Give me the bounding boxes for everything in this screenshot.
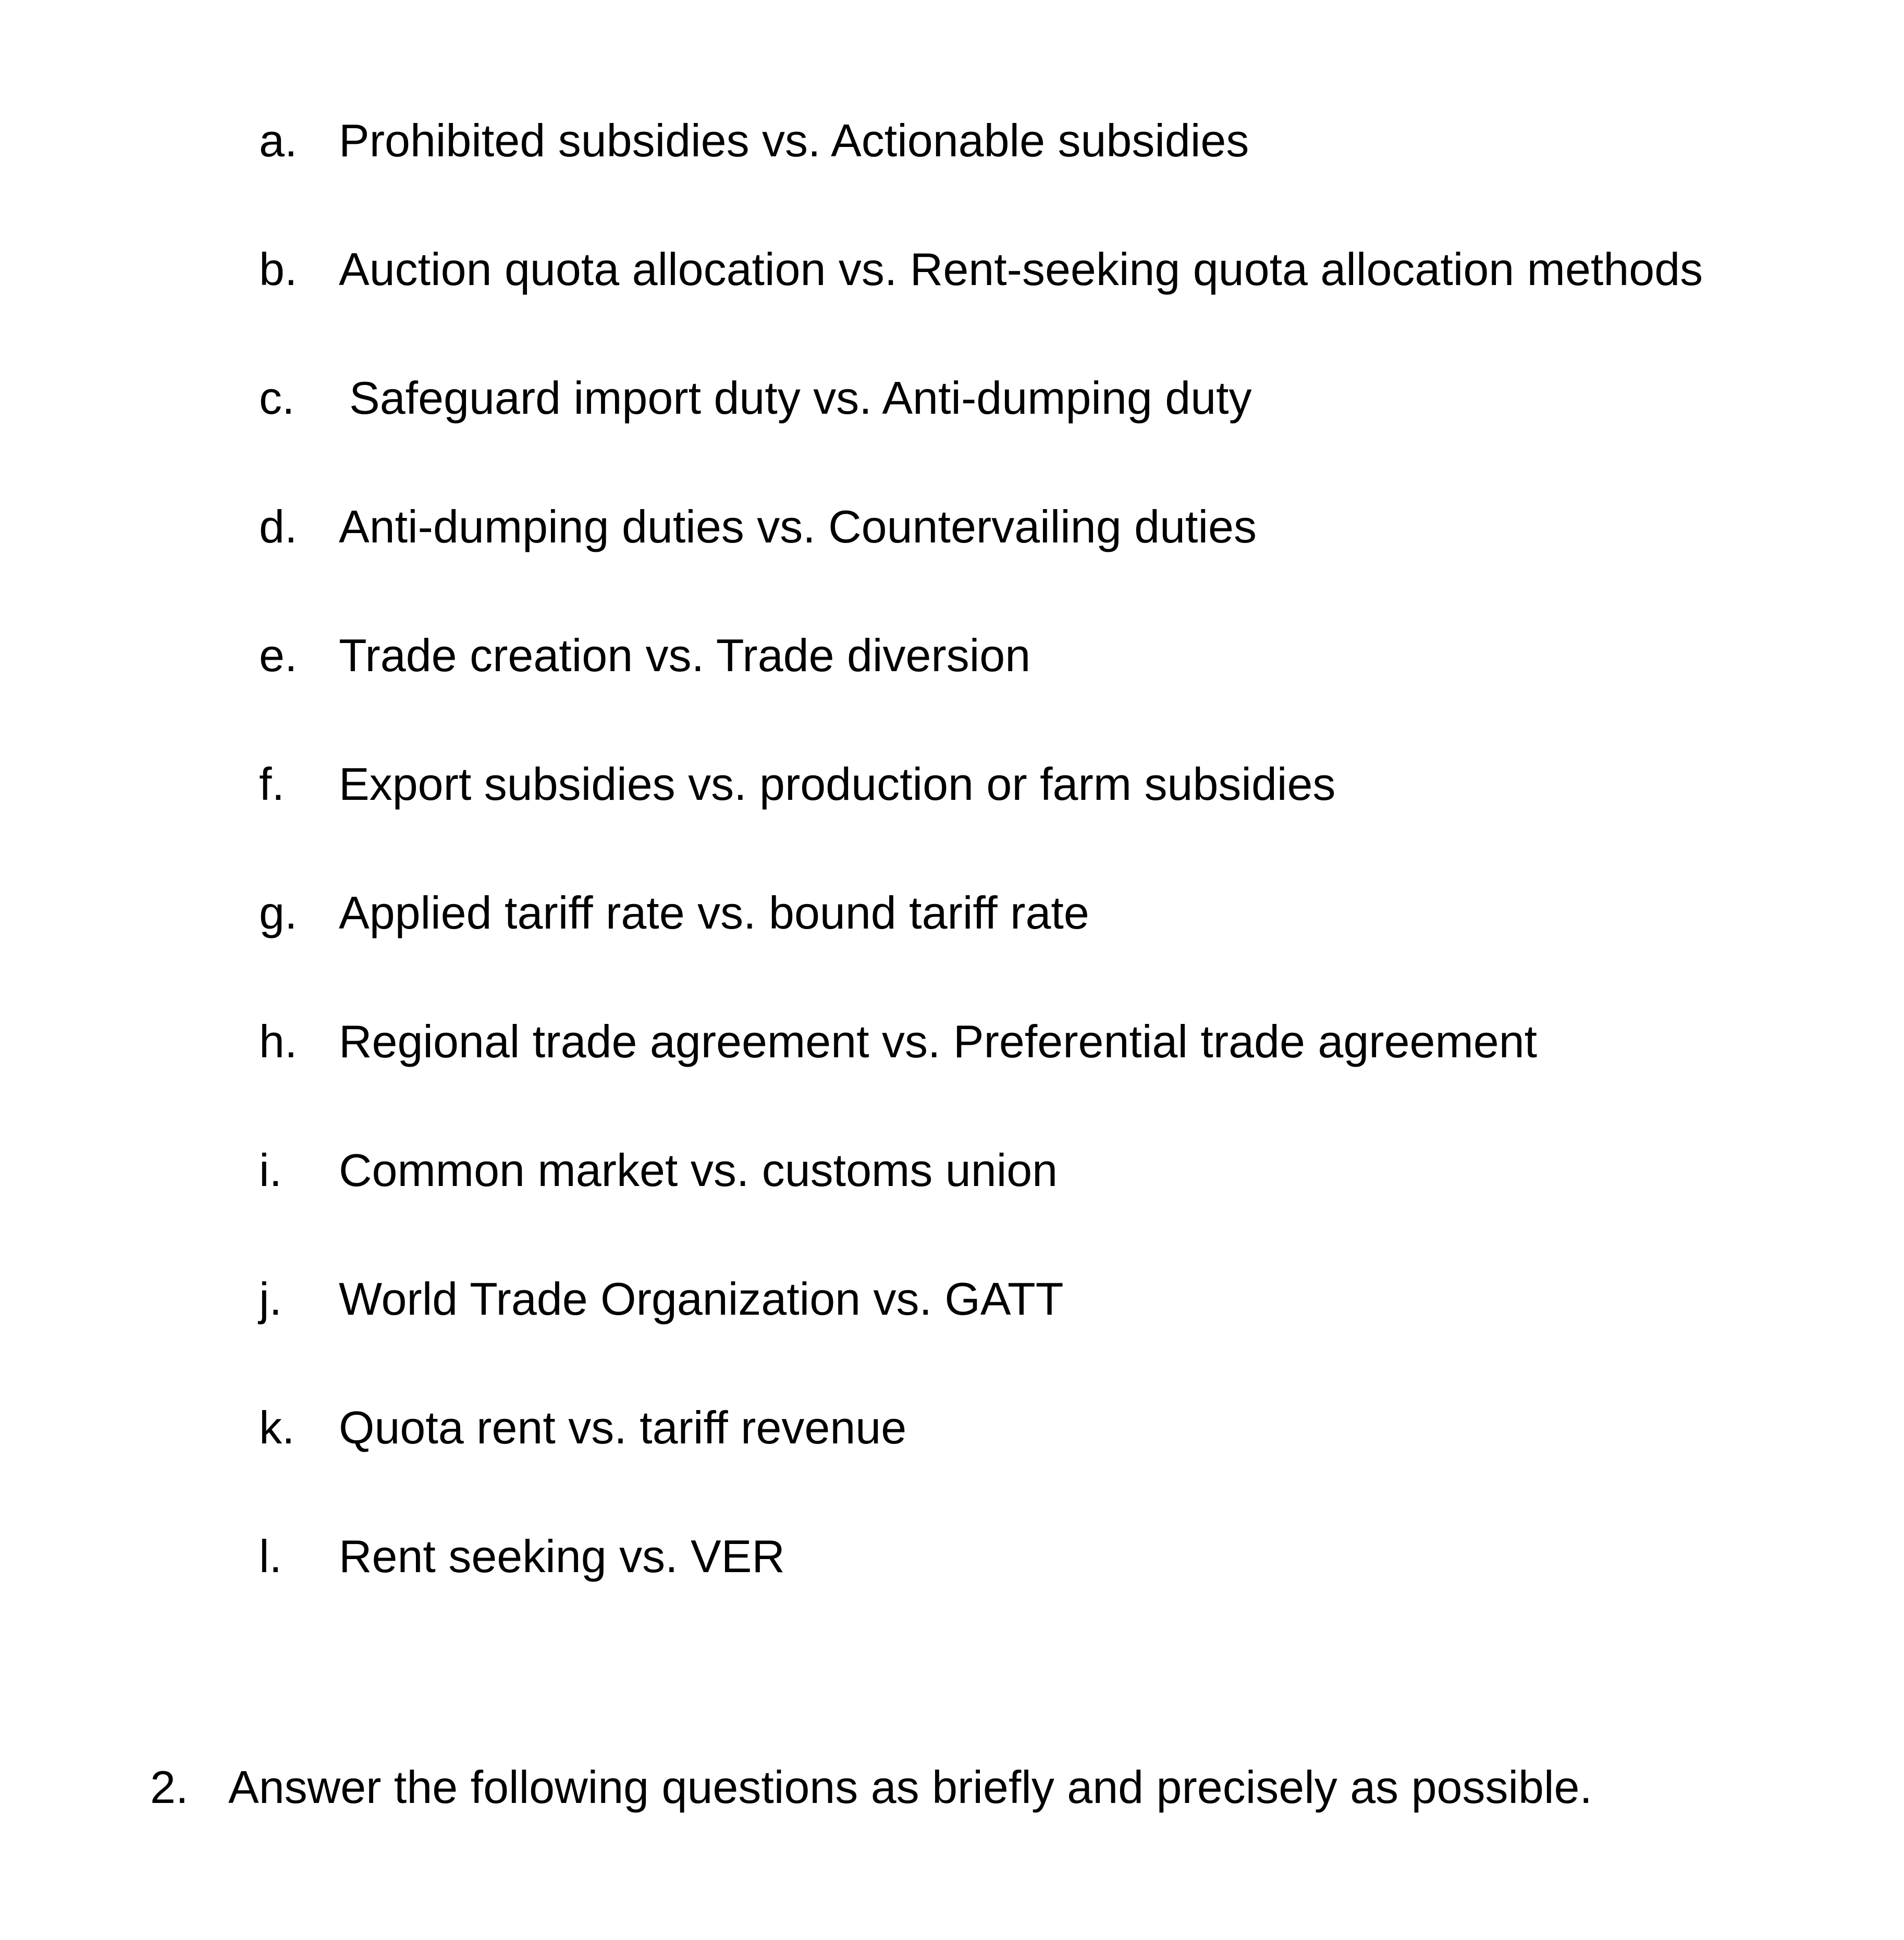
list-marker: h. (259, 1016, 298, 1067)
list-marker: a. (259, 115, 298, 166)
list-item-text: Prohibited subsidies vs. Actionable subsidies (339, 115, 1249, 166)
list-item-text: Export subsidies vs. production or farm subsidies (339, 758, 1336, 810)
list-marker: d. (259, 501, 298, 552)
list-item-text: Rent seeking vs. VER (339, 1530, 785, 1582)
list-item-text: Regional trade agreement vs. Preferential trade agreement (339, 1016, 1538, 1067)
question-number: 2. (150, 1761, 189, 1813)
list-item-text: Quota rent vs. tariff revenue (339, 1402, 907, 1453)
list-item (259, 1389, 1875, 1517)
list-item (259, 102, 1875, 230)
list-item-text: Common market vs. customs union (339, 1144, 1058, 1196)
list-marker: b. (259, 243, 298, 295)
list-item-text: Applied tariff rate vs. bound tariff rate (339, 887, 1089, 938)
list-item (259, 1131, 1875, 1260)
list-item (259, 230, 1875, 359)
list-item (259, 1260, 1875, 1389)
list-marker: k. (259, 1402, 295, 1453)
list-item (259, 745, 1875, 874)
list-item (259, 874, 1875, 1003)
comparison-list (259, 102, 1875, 1646)
list-marker: i. (259, 1144, 282, 1196)
list-marker: l. (259, 1530, 282, 1582)
list-item-text: Trade creation vs. Trade diversion (339, 629, 1031, 681)
list-item (259, 616, 1875, 745)
list-item (259, 488, 1875, 616)
list-marker: j. (259, 1273, 282, 1325)
list-item (259, 1517, 1875, 1646)
question-text: Answer the following questions as briefly and precisely as possible. (228, 1761, 1592, 1813)
list-item-text: Anti-dumping duties vs. Countervailing duties (339, 501, 1257, 552)
list-item-text: Safeguard import duty vs. Anti-dumping duty (349, 372, 1252, 424)
list-marker: g. (259, 887, 298, 938)
list-item-text: Auction quota allocation vs. Rent-seeking quota allocation methods (339, 243, 1703, 295)
list-marker: e. (259, 629, 298, 681)
list-item (259, 1003, 1875, 1131)
list-item-text: World Trade Organization vs. GATT (339, 1273, 1064, 1325)
list-marker: c. (259, 372, 295, 424)
list-item (259, 359, 1875, 488)
list-marker: f. (259, 758, 285, 810)
